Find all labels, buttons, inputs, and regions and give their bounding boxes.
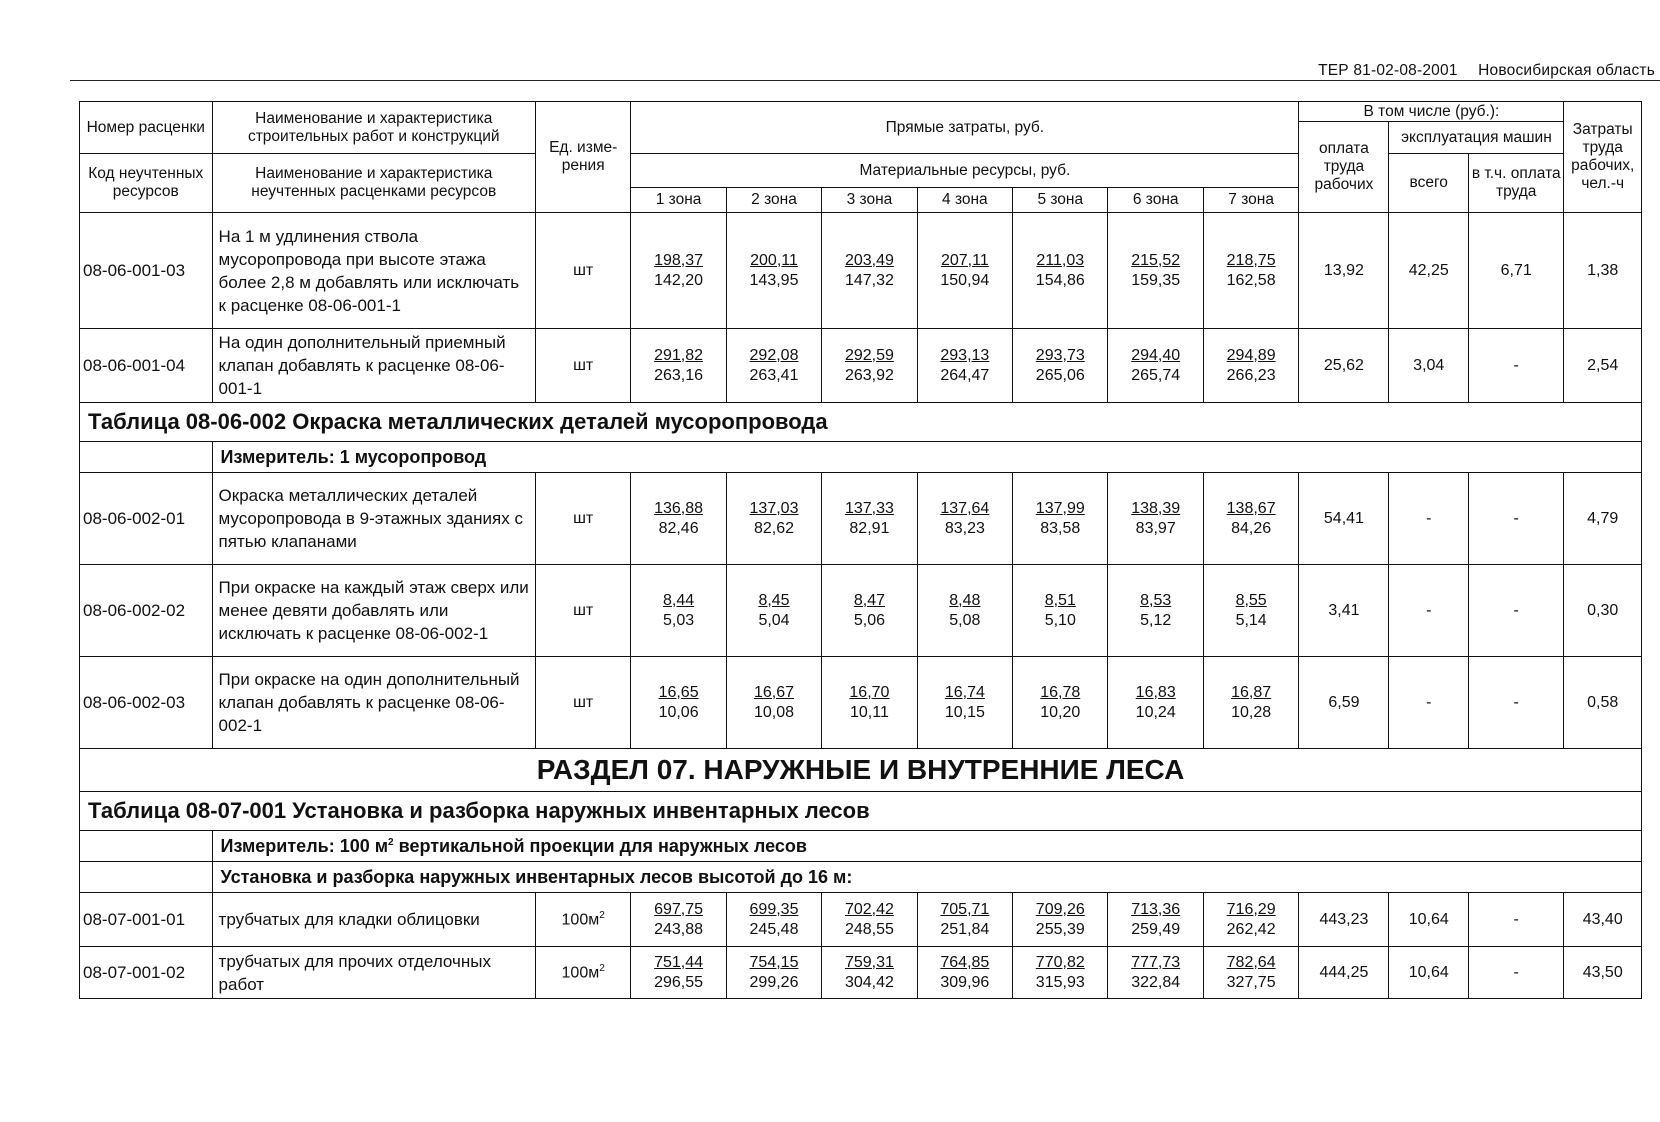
- direct-cost: 137,64: [940, 499, 990, 517]
- rate-unit: [535, 657, 630, 749]
- direct-cost: 705,71: [940, 900, 990, 918]
- zone-cost-cell: [917, 893, 1012, 947]
- col-header-material: Материальные ресурсы, руб.: [631, 154, 1299, 188]
- zone-cost-cell: [822, 213, 917, 329]
- material-cost: 83,23: [944, 519, 985, 537]
- material-cost: 142,20: [654, 271, 704, 289]
- direct-cost: 198,37: [654, 251, 704, 269]
- direct-cost: 207,11: [940, 251, 989, 269]
- labor-hours: 0,30: [1564, 565, 1642, 657]
- material-cost: 322,84: [1131, 973, 1181, 991]
- table-title: Таблица 08-06-002 Окраска металлических деталей мусоропровода: [80, 403, 1642, 442]
- material-cost: 309,96: [940, 973, 990, 991]
- material-cost: 304,42: [844, 973, 894, 991]
- rate-code: 08-06-002-01: [80, 473, 213, 565]
- document-header: [1318, 62, 1655, 80]
- direct-cost: 16,78: [1040, 683, 1081, 701]
- direct-cost: 200,11: [750, 251, 798, 269]
- zone-cost-cell: [1108, 565, 1203, 657]
- direct-cost: 770,82: [1035, 953, 1085, 971]
- labor-hours: 0,58: [1564, 657, 1642, 749]
- unit-text: шт: [573, 601, 594, 619]
- zone-cost-cell: [1203, 565, 1298, 657]
- zone-cost-cell: [822, 947, 917, 999]
- direct-cost: 293,13: [940, 346, 990, 364]
- direct-cost: 137,33: [844, 499, 894, 517]
- direct-cost: 702,42: [844, 900, 894, 918]
- unit-text: 100м: [561, 911, 600, 929]
- document-code: ТЕР 81-02-08-2001: [1318, 62, 1458, 79]
- labor-pay: 3,41: [1299, 565, 1389, 657]
- labor-hours: 2,54: [1564, 329, 1642, 403]
- rate-name: На один дополнительный приемный клапан добавлять к расценке 08-06-001-1: [212, 329, 535, 403]
- material-cost: 266,23: [1226, 366, 1276, 384]
- material-cost: 262,42: [1226, 920, 1276, 938]
- zone-cost-cell: [726, 329, 821, 403]
- zone-header: 1 зона: [631, 188, 726, 213]
- zone-cost-cell: [1203, 893, 1298, 947]
- machine-total: -: [1389, 473, 1469, 565]
- col-header-mach-pay: в т.ч. оплата труда: [1469, 154, 1564, 213]
- rate-code: 08-06-002-03: [80, 657, 213, 749]
- zone-cost-cell: [1203, 329, 1298, 403]
- unit-text: шт: [573, 261, 594, 279]
- rate-unit: [535, 565, 630, 657]
- zone-cost-cell: [631, 473, 726, 565]
- zone-cost-cell: [1203, 947, 1298, 999]
- measure-label: [212, 831, 1641, 862]
- zone-cost-cell: [631, 657, 726, 749]
- material-cost: 255,39: [1035, 920, 1085, 938]
- direct-cost: 16,87: [1231, 683, 1272, 701]
- direct-cost: 759,31: [844, 953, 894, 971]
- zone-cost-cell: [631, 947, 726, 999]
- direct-cost: 292,08: [749, 346, 799, 364]
- table-title: Таблица 08-07-001 Установка и разборка наружных инвентарных лесов: [80, 792, 1642, 831]
- meas-spacer: [80, 831, 213, 862]
- machine-pay: -: [1469, 329, 1564, 403]
- direct-cost: 8,48: [949, 591, 981, 609]
- rate-unit: [535, 947, 630, 999]
- material-cost: 263,92: [844, 366, 894, 384]
- zone-cost-cell: [726, 657, 821, 749]
- col-header-pay: оплата труда рабочих: [1299, 122, 1389, 213]
- material-cost: 82,62: [753, 519, 795, 537]
- material-cost: 248,55: [844, 920, 894, 938]
- measure-label: Измеритель: 1 мусоропровод: [212, 442, 1641, 473]
- material-cost: 162,58: [1226, 271, 1276, 289]
- material-cost: 5,06: [853, 611, 885, 629]
- col-header-exploit: эксплуатация машин: [1389, 122, 1564, 154]
- rate-unit: [535, 473, 630, 565]
- zone-cost-cell: [726, 565, 821, 657]
- direct-cost: 8,44: [663, 591, 695, 609]
- measure-text: Измеритель: 100 м: [220, 835, 389, 856]
- zone-header: 4 зона: [917, 188, 1012, 213]
- zone-cost-cell: [1203, 213, 1298, 329]
- zone-cost-cell: [1013, 565, 1108, 657]
- direct-cost: 293,73: [1035, 346, 1085, 364]
- material-cost: 263,41: [749, 366, 799, 384]
- zone-header: 7 зона: [1203, 188, 1298, 213]
- rate-unit: [535, 893, 630, 947]
- material-cost: 10,08: [753, 703, 795, 721]
- rate-name: При окраске на каждый этаж сверх или менее девяти добавлять или исключать к расценке 08-06-002-1: [212, 565, 535, 657]
- direct-cost: 294,40: [1131, 346, 1181, 364]
- measure-text: вертикальной проекции для наружных лесов: [393, 835, 807, 856]
- zone-cost-cell: [1013, 329, 1108, 403]
- direct-cost: 8,45: [758, 591, 790, 609]
- direct-cost: 8,51: [1044, 591, 1076, 609]
- zone-cost-cell: [917, 565, 1012, 657]
- zone-cost-cell: [1108, 473, 1203, 565]
- labor-pay: 13,92: [1299, 213, 1389, 329]
- meas-spacer: [80, 862, 213, 893]
- zone-cost-cell: [1013, 473, 1108, 565]
- zone-header: 2 зона: [726, 188, 821, 213]
- zone-cost-cell: [726, 947, 821, 999]
- unit-superscript: 2: [599, 962, 605, 974]
- zone-cost-cell: [917, 213, 1012, 329]
- rate-unit: [535, 329, 630, 403]
- direct-cost: 16,83: [1135, 683, 1176, 701]
- direct-cost: 16,67: [753, 683, 795, 701]
- col-header-name: Наименование и характеристика строительных работ и конструкций: [212, 102, 535, 154]
- zone-cost-cell: [822, 565, 917, 657]
- material-cost: 5,08: [949, 611, 981, 629]
- direct-cost: 292,59: [844, 346, 894, 364]
- machine-total: 3,04: [1389, 329, 1469, 403]
- machine-pay: -: [1469, 473, 1564, 565]
- direct-cost: 136,88: [654, 499, 704, 517]
- zone-cost-cell: [726, 893, 821, 947]
- direct-cost: 138,67: [1226, 499, 1276, 517]
- machine-total: 42,25: [1389, 213, 1469, 329]
- machine-pay: -: [1469, 657, 1564, 749]
- material-cost: 83,58: [1040, 519, 1081, 537]
- material-cost: 251,84: [940, 920, 990, 938]
- machine-pay: -: [1469, 565, 1564, 657]
- col-header-unit: Ед. изме-рения: [535, 102, 630, 213]
- zone-cost-cell: [1013, 657, 1108, 749]
- labor-pay: 444,25: [1299, 947, 1389, 999]
- subheading: Установка и разборка наружных инвентарных лесов высотой до 16 м:: [212, 862, 1641, 893]
- material-cost: 265,06: [1035, 366, 1085, 384]
- zone-cost-cell: [1108, 893, 1203, 947]
- col-header-including: В том числе (руб.):: [1299, 102, 1564, 122]
- direct-cost: 8,47: [853, 591, 885, 609]
- direct-cost: 203,49: [844, 251, 894, 269]
- machine-pay: -: [1469, 947, 1564, 999]
- direct-cost: 709,26: [1035, 900, 1085, 918]
- direct-cost: 16,65: [658, 683, 699, 701]
- material-cost: 143,95: [749, 271, 799, 289]
- zone-cost-cell: [726, 213, 821, 329]
- material-cost: 315,93: [1035, 973, 1085, 991]
- unit-text: шт: [573, 509, 594, 527]
- zone-cost-cell: [631, 565, 726, 657]
- direct-cost: 8,53: [1140, 591, 1172, 609]
- material-cost: 5,12: [1140, 611, 1172, 629]
- material-cost: 265,74: [1131, 366, 1181, 384]
- meas-spacer: [80, 442, 213, 473]
- rate-name: На 1 м удлинения ствола мусоропровода при высоте этажа более 2,8 м добавлять или исключать к расценке 08-06-001-1: [212, 213, 535, 329]
- direct-cost: 777,73: [1131, 953, 1181, 971]
- material-cost: 264,47: [940, 366, 990, 384]
- col-header-direct: Прямые затраты, руб.: [631, 102, 1299, 154]
- direct-cost: 764,85: [940, 953, 990, 971]
- rate-name: трубчатых для прочих отделочных работ: [212, 947, 535, 999]
- section-title: РАЗДЕЛ 07. НАРУЖНЫЕ И ВНУТРЕННИЕ ЛЕСА: [80, 749, 1642, 792]
- rate-code: 08-07-001-02: [80, 947, 213, 999]
- table-row: [80, 893, 1642, 947]
- labor-pay: 443,23: [1299, 893, 1389, 947]
- zone-cost-cell: [917, 947, 1012, 999]
- rate-name: Окраска металлических деталей мусоропровода в 9-этажных зданиях с пятью клапанами: [212, 473, 535, 565]
- labor-hours: 43,50: [1564, 947, 1642, 999]
- machine-pay: 6,71: [1469, 213, 1564, 329]
- rate-code: 08-06-001-04: [80, 329, 213, 403]
- direct-cost: 754,15: [749, 953, 799, 971]
- direct-cost: 716,29: [1226, 900, 1276, 918]
- table-row: [80, 329, 1642, 403]
- zone-cost-cell: [1108, 657, 1203, 749]
- zone-cost-cell: [1203, 473, 1298, 565]
- labor-hours: 43,40: [1564, 893, 1642, 947]
- material-cost: 327,75: [1226, 973, 1276, 991]
- material-cost: 10,28: [1231, 703, 1272, 721]
- direct-cost: 211,03: [1036, 251, 1085, 269]
- direct-cost: 137,03: [749, 499, 799, 517]
- machine-total: -: [1389, 657, 1469, 749]
- direct-cost: 8,55: [1235, 591, 1267, 609]
- col-header-code: Код неучтенных ресурсов: [80, 154, 213, 213]
- material-cost: 10,15: [944, 703, 985, 721]
- material-cost: 243,88: [654, 920, 704, 938]
- rate-code: 08-07-001-01: [80, 893, 213, 947]
- material-cost: 259,49: [1131, 920, 1181, 938]
- direct-cost: 751,44: [654, 953, 704, 971]
- table-row: [80, 947, 1642, 999]
- unit-text: шт: [573, 693, 594, 711]
- zone-header: 6 зона: [1108, 188, 1203, 213]
- direct-cost: 215,52: [1131, 251, 1181, 269]
- material-cost: 296,55: [654, 973, 704, 991]
- direct-cost: 137,99: [1035, 499, 1085, 517]
- machine-total: 10,64: [1389, 947, 1469, 999]
- zone-cost-cell: [631, 329, 726, 403]
- labor-hours: 4,79: [1564, 473, 1642, 565]
- direct-cost: 782,64: [1226, 953, 1276, 971]
- material-cost: 5,03: [663, 611, 695, 629]
- zone-cost-cell: [822, 329, 917, 403]
- table-row: [80, 657, 1642, 749]
- material-cost: 159,35: [1131, 271, 1181, 289]
- zone-cost-cell: [917, 329, 1012, 403]
- material-cost: 150,94: [940, 271, 990, 289]
- direct-cost: 16,74: [944, 683, 985, 701]
- direct-cost: 699,35: [749, 900, 799, 918]
- material-cost: 299,26: [749, 973, 799, 991]
- rates-table: [79, 101, 1642, 999]
- zone-header: 3 зона: [822, 188, 917, 213]
- material-cost: 82,91: [849, 519, 890, 537]
- measure-superscript: 2: [388, 836, 394, 848]
- zone-cost-cell: [1108, 947, 1203, 999]
- material-cost: 84,26: [1231, 519, 1272, 537]
- zone-cost-cell: [726, 473, 821, 565]
- material-cost: 245,48: [749, 920, 799, 938]
- labor-pay: 54,41: [1299, 473, 1389, 565]
- unit-superscript: 2: [599, 909, 605, 921]
- rate-unit: [535, 213, 630, 329]
- zone-cost-cell: [822, 893, 917, 947]
- zone-cost-cell: [1203, 657, 1298, 749]
- direct-cost: 138,39: [1131, 499, 1181, 517]
- material-cost: 10,20: [1040, 703, 1081, 721]
- table-row: [80, 565, 1642, 657]
- rate-code: 08-06-002-02: [80, 565, 213, 657]
- zone-cost-cell: [1013, 947, 1108, 999]
- direct-cost: 697,75: [654, 900, 704, 918]
- col-header-labor: Затраты труда рабочих, чел.-ч: [1564, 102, 1642, 213]
- material-cost: 147,32: [844, 271, 894, 289]
- material-cost: 83,97: [1135, 519, 1176, 537]
- zone-cost-cell: [822, 473, 917, 565]
- direct-cost: 294,89: [1226, 346, 1276, 364]
- labor-hours: 1,38: [1564, 213, 1642, 329]
- table-row: [80, 213, 1642, 329]
- zone-header: 5 зона: [1013, 188, 1108, 213]
- labor-pay: 6,59: [1299, 657, 1389, 749]
- material-cost: 10,06: [658, 703, 699, 721]
- col-header-number: Номер расценки: [80, 102, 213, 154]
- zone-cost-cell: [917, 473, 1012, 565]
- col-header-name-resources: Наименование и характеристика неучтенных расценками ресурсов: [212, 154, 535, 213]
- col-header-mach-total: всего: [1389, 154, 1469, 213]
- zone-cost-cell: [1108, 329, 1203, 403]
- direct-cost: 713,36: [1131, 900, 1181, 918]
- table-row: [80, 473, 1642, 565]
- unit-text: шт: [573, 356, 594, 374]
- rate-code: 08-06-001-03: [80, 213, 213, 329]
- material-cost: 263,16: [654, 366, 704, 384]
- unit-text: 100м: [561, 964, 600, 982]
- labor-pay: 25,62: [1299, 329, 1389, 403]
- direct-cost: 291,82: [654, 346, 704, 364]
- material-cost: 5,04: [758, 611, 790, 629]
- material-cost: 82,46: [658, 519, 699, 537]
- machine-pay: -: [1469, 893, 1564, 947]
- machine-total: 10,64: [1389, 893, 1469, 947]
- zone-cost-cell: [631, 893, 726, 947]
- zone-cost-cell: [1108, 213, 1203, 329]
- direct-cost: 218,75: [1226, 251, 1276, 269]
- material-cost: 10,24: [1135, 703, 1176, 721]
- header-rule: [70, 80, 1660, 81]
- material-cost: 5,10: [1044, 611, 1076, 629]
- document-region: Новосибирская область: [1478, 62, 1655, 79]
- zone-cost-cell: [1013, 213, 1108, 329]
- zone-cost-cell: [631, 213, 726, 329]
- zone-cost-cell: [917, 657, 1012, 749]
- material-cost: 5,14: [1235, 611, 1267, 629]
- zone-cost-cell: [822, 657, 917, 749]
- rate-name: При окраске на один дополнительный клапан добавлять к расценке 08-06-002-1: [212, 657, 535, 749]
- material-cost: 154,86: [1035, 271, 1085, 289]
- direct-cost: 16,70: [849, 683, 890, 701]
- rate-name: трубчатых для кладки облицовки: [212, 893, 535, 947]
- zone-cost-cell: [1013, 893, 1108, 947]
- machine-total: -: [1389, 565, 1469, 657]
- material-cost: 10,11: [850, 703, 889, 721]
